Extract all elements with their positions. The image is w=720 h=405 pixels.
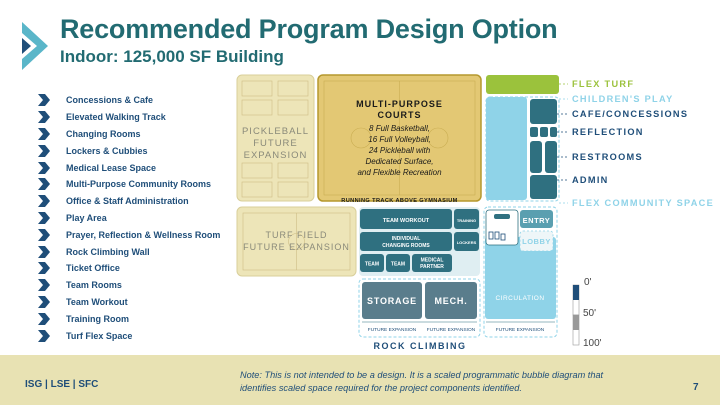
list-item-label: Lockers & Cubbies (66, 145, 148, 156)
reflection-block-3 (550, 127, 557, 137)
mp-courts-desc-2: 16 Full Volleyball, (368, 135, 431, 144)
pickleball-label-2: FUTURE (253, 138, 298, 149)
team-workout-label: TEAM WORKOUT (382, 218, 430, 224)
legend-cafe: CAFE/CONCESSIONS (572, 109, 689, 119)
list-item-label: Changing Rooms (66, 128, 141, 139)
mp-courts-title-2: COURTS (377, 110, 422, 120)
mp-courts-desc-3: 24 Pickleball with (368, 146, 431, 155)
rock-climbing-label: ROCK CLIMBING (373, 341, 467, 351)
circulation-label: CIRCULATION (495, 295, 545, 302)
flex-turf-block (486, 75, 559, 94)
list-item-label: Team Workout (66, 296, 128, 307)
page-subtitle: Indoor: 125,000 SF Building (60, 47, 284, 66)
team-locker-cluster (359, 207, 480, 276)
medical-label-1: MEDICAL (420, 257, 444, 264)
support-spaces (486, 75, 559, 201)
mech-label: MECH. (434, 296, 468, 306)
changing-label-2: CHANGING ROOMS (382, 243, 430, 249)
list-item-label: Rock Climbing Wall (66, 246, 150, 257)
footer-firms: ISG | LSE | SFC (25, 379, 99, 390)
childrens-play-block (486, 97, 527, 200)
lobby-label: LOBBY (522, 237, 551, 246)
service-zone (359, 279, 480, 351)
training-label: TRAINING (456, 218, 477, 223)
restroom-block-2 (545, 141, 557, 173)
cafe-block (530, 99, 557, 124)
scale-label-50: 50' (583, 308, 597, 319)
lockers-label: LOCKERS (456, 240, 477, 245)
team-label-1: TEAM (364, 261, 380, 268)
reflection-block-1 (530, 127, 538, 137)
circulation-zone (484, 207, 557, 337)
team-label-2: TEAM (390, 261, 406, 268)
list-item-label: Concessions & Cafe (66, 95, 154, 106)
list-item-label: Turf Flex Space (66, 330, 133, 341)
list-item-label: Team Rooms (66, 280, 122, 291)
restroom-block-1 (530, 141, 542, 173)
pickleball-expansion-zone (237, 75, 314, 201)
pickleball-label-1: PICKLEBALL (241, 126, 310, 137)
scale-label-100: 100' (583, 338, 602, 349)
storage-label: STORAGE (367, 296, 417, 306)
list-item-label: Medical Lease Space (66, 162, 157, 173)
list-item-label: Elevated Walking Track (66, 112, 166, 123)
mp-courts-desc-1: 8 Full Basketball, (369, 124, 430, 133)
medical-label-2: PARTNER (420, 264, 444, 270)
scale-bar (573, 285, 579, 345)
legend-admin: ADMIN (572, 175, 609, 185)
mp-courts-desc-4: Dedicated Surface, (365, 157, 434, 166)
mp-courts-title-1: MULTI-PURPOSE (356, 99, 443, 109)
turf-field-label-1: TURF FIELD (265, 230, 328, 240)
list-item-label: Play Area (66, 212, 107, 223)
legend-flex-community: FLEX COMMUNITY SPACE (572, 198, 715, 208)
page-title: Recommended Program Design Option (60, 14, 558, 44)
scale-label-0: 0' (584, 277, 592, 288)
future-expansion-label-2: FUTURE EXPANSION (426, 328, 476, 333)
pickleball-label-3: EXPANSION (243, 150, 308, 161)
multi-purpose-courts-zone (318, 75, 481, 204)
future-expansion-label-3: FUTURE EXPANSION (495, 328, 545, 333)
list-item-label: Office & Staff Administration (66, 196, 189, 207)
running-track-label: RUNNING TRACK ABOVE GYMNASIUM (341, 198, 458, 204)
list-item-label: Ticket Office (66, 263, 120, 274)
turf-field-label-2: FUTURE EXPANSION (243, 242, 350, 252)
legend-reflection: REFLECTION (572, 127, 644, 137)
legend-flex-turf: FLEX TURF (572, 79, 635, 89)
changing-label-1: INDIVIDUAL (391, 236, 421, 242)
admin-block (530, 175, 557, 199)
legend-restrooms: RESTROOMS (572, 152, 643, 162)
list-item-label: Prayer, Reflection & Wellness Room (66, 229, 221, 240)
turf-field-expansion-zone (237, 207, 356, 276)
reflection-block-2 (540, 127, 548, 137)
entry-label: ENTRY (522, 216, 551, 225)
page-number: 7 (693, 382, 699, 393)
list-item-label: Training Room (66, 313, 129, 324)
future-expansion-label-1: FUTURE EXPANSION (367, 328, 417, 333)
footer-note: Note: This is not intended to be a design. It is a scaled programmatic bubble diagram that identifies scaled space required for the project components identified. (240, 370, 604, 393)
list-item-label: Multi-Purpose Community Rooms (66, 179, 212, 190)
mp-courts-desc-5: and Flexible Recreation (357, 168, 442, 177)
legend-childrens-play: CHILDREN'S PLAY (572, 94, 674, 104)
